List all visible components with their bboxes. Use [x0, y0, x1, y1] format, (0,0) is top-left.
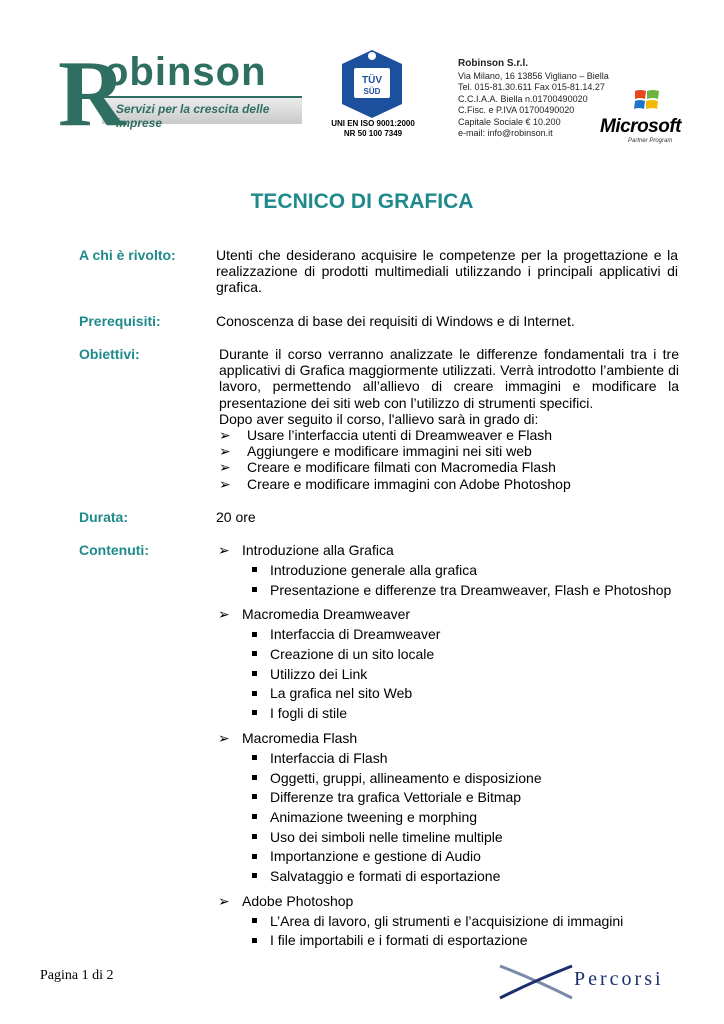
square-bullet-icon: [252, 755, 257, 760]
group-title-text: Introduzione alla Grafica: [242, 542, 394, 558]
company-name: Robinson S.r.l.: [458, 58, 529, 69]
list-item: [218, 705, 688, 725]
list-item: [219, 476, 679, 492]
objectives-label: Obiettivi:: [79, 346, 140, 362]
contents-list: [218, 542, 688, 952]
list-item: [218, 685, 688, 705]
contents-group-title: [218, 893, 688, 913]
item-text: Salvataggio e formati di esportazione: [270, 867, 501, 884]
percorsi-x-icon: [496, 962, 576, 1002]
prereq-text: Conoscenza di base dei requisiti di Windows e di Internet.: [216, 313, 575, 329]
list-item: [219, 443, 679, 459]
square-bullet-icon: [252, 691, 257, 696]
item-text: Importanzione e gestione di Audio: [270, 848, 481, 865]
list-item: [219, 427, 679, 443]
list-item: [218, 932, 688, 952]
square-bullet-icon: [252, 873, 257, 878]
item-text: La grafica nel sito Web: [270, 685, 413, 702]
logo-letter: R: [58, 42, 126, 146]
square-bullet-icon: [252, 794, 257, 799]
arrow-bullet-icon: ➢: [219, 443, 231, 460]
company-info: [458, 58, 609, 140]
list-item: [218, 868, 688, 888]
item-text: I fogli di stile: [270, 705, 348, 722]
duration-text: 20 ore: [216, 509, 256, 525]
item-text: Presentazione e differenze tra Dreamweaver, Flash e Photoshop: [270, 581, 672, 598]
robinson-logo: [44, 42, 302, 146]
company-vat: C.Fisc. e P.IVA 01700490020: [458, 105, 575, 115]
group-title-text: Adobe Photoshop: [242, 892, 354, 909]
objective-text: Creare e modificare filmati con Macromedia Flash: [247, 459, 556, 476]
list-item: [218, 809, 688, 829]
item-text: Creazione di un sito locale: [270, 646, 435, 663]
contents-group-title: [218, 542, 688, 562]
objectives-block: [219, 346, 679, 492]
contents-block: [218, 542, 688, 952]
contents-label: Contenuti:: [79, 542, 149, 558]
arrow-bullet-icon: ➢: [218, 729, 230, 746]
objective-text: Creare e modificare immagini con Adobe Photoshop: [247, 475, 571, 492]
tuv-top-text: TÜV: [362, 75, 382, 86]
objective-text: Usare l’interfaccia utenti di Dreamweaver e Flash: [247, 427, 553, 444]
list-item: [218, 913, 688, 933]
list-item: [218, 666, 688, 686]
prereq-label: Prerequisiti:: [79, 313, 161, 329]
square-bullet-icon: [252, 587, 257, 592]
cert-line-2: NR 50 100 7349: [343, 129, 403, 138]
company-cciaa: C.C.I.A.A. Biella n.01700490020: [458, 93, 588, 104]
windows-flag-icon: [634, 88, 660, 112]
square-bullet-icon: [252, 651, 257, 656]
item-text: Uso dei simboli nelle timeline multiple: [270, 828, 503, 845]
item-text: L’Area di lavoro, gli strumenti e l’acquisizione di immagini: [270, 912, 624, 929]
group-title-text: Macromedia Flash: [242, 729, 358, 746]
logo-word: obinson: [104, 50, 267, 94]
square-bullet-icon: [252, 938, 257, 943]
company-phone: Tel. 015-81.30.611 Fax 015-81.14.27: [458, 82, 605, 92]
objectives-text: Durante il corso verranno analizzate le differenze fondamentali tra i tre applicativi di Grafica maggiormente utilizzati. Verrà introdotto l’ambiente di lavoro, permettendo all’allievo di creare immagini e modificare la presentazione dei siti web con l’utilizzo di strumenti specifici.: [219, 346, 679, 411]
percorsi-wordmark: Percorsi: [574, 968, 664, 990]
company-address: Via Milano, 16 13856 Vigliano – Biella: [458, 70, 609, 81]
objective-text: Aggiungere e modificare immagini nei siti web: [247, 443, 532, 460]
item-text: Introduzione generale alla grafica: [270, 562, 478, 578]
page-number: Pagina 1 di 2: [40, 968, 114, 983]
list-item: [218, 582, 688, 602]
item-text: Animazione tweening e morphing: [270, 808, 478, 825]
page-title: TECNICO DI GRAFICA: [250, 190, 474, 213]
company-email: e-mail: info@robinson.it: [458, 128, 553, 138]
logo-tagline: Servizi per la crescita delle imprese: [116, 102, 270, 130]
group-title-text: Macromedia Dreamweaver: [242, 606, 411, 623]
item-text: Interfaccia di Dreamweaver: [270, 626, 441, 643]
audience-text: Utenti che desiderano acquisire le competenze per la progettazione e la realizzazione di prodotti multimediali utilizzando i principali applicativi di grafica.: [216, 247, 678, 296]
list-item: [218, 750, 688, 770]
item-text: Interfaccia di Flash: [270, 749, 388, 766]
partner-program-text: Partner Program: [628, 138, 673, 144]
cert-line-1: UNI EN ISO 9001:2000: [331, 119, 415, 128]
list-item: [218, 829, 688, 849]
arrow-bullet-icon: ➢: [219, 459, 231, 476]
arrow-bullet-icon: ➢: [218, 606, 230, 623]
square-bullet-icon: [252, 775, 257, 780]
microsoft-partner-logo: [600, 88, 700, 146]
square-bullet-icon: [252, 814, 257, 819]
list-item: [219, 459, 679, 475]
objectives-intro: Dopo aver seguito il corso, l'allievo sarà in grado di:: [219, 410, 539, 427]
duration-label: Durata:: [79, 509, 129, 525]
square-bullet-icon: [252, 710, 257, 715]
list-item: [218, 789, 688, 809]
square-bullet-icon: [252, 918, 257, 923]
tuv-certification-icon: [332, 48, 412, 120]
square-bullet-icon: [252, 834, 257, 839]
contents-group-title: [218, 730, 688, 750]
item-text: I file importabili e i formati di esportazione: [270, 932, 528, 949]
item-text: Utilizzo dei Link: [270, 665, 368, 682]
arrow-bullet-icon: ➢: [218, 892, 230, 909]
tuv-bottom-text: SÜD: [363, 87, 381, 96]
list-item: [218, 646, 688, 666]
list-item: [218, 770, 688, 790]
list-item: [218, 848, 688, 868]
arrow-bullet-icon: ➢: [218, 542, 230, 558]
square-bullet-icon: [252, 671, 257, 676]
item-text: Oggetti, gruppi, allineamento e disposizione: [270, 769, 542, 786]
list-item: [218, 626, 688, 646]
arrow-bullet-icon: ➢: [219, 427, 231, 444]
arrow-bullet-icon: ➢: [219, 475, 231, 492]
square-bullet-icon: [252, 567, 257, 572]
item-text: Differenze tra grafica Vettoriale e Bitmap: [270, 789, 522, 806]
percorsi-logo: [496, 962, 696, 1002]
company-capital: Capitale Sociale € 10.200: [458, 116, 561, 127]
square-bullet-icon: [252, 632, 257, 637]
contents-group-title: [218, 606, 688, 626]
audience-label: A chi è rivolto:: [79, 247, 176, 263]
square-bullet-icon: [252, 854, 257, 859]
microsoft-wordmark: Microsoft: [600, 116, 681, 137]
objectives-list: [219, 427, 679, 492]
list-item: [218, 562, 688, 582]
